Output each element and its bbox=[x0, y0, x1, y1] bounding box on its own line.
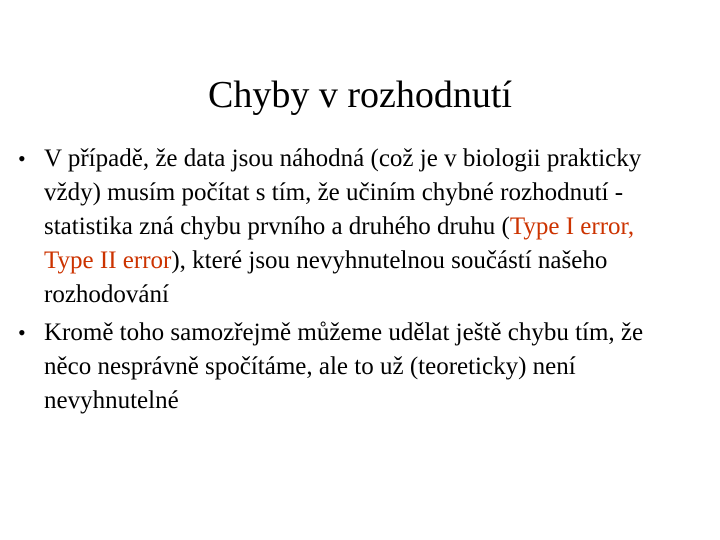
bullet-list bbox=[18, 142, 668, 422]
bullet-text-part2: ), které jsou nevyhnutelnou součástí našeho rozhodování bbox=[44, 247, 608, 308]
bullet-text: Kromě toho samozřejmě můžeme udělat ještě chybu tím, že něco nesprávně spočítáme, ale to už (teoreticky) není nevyhnutelné bbox=[44, 319, 644, 414]
bullet-marker: • bbox=[18, 320, 26, 345]
bullet-item-errors bbox=[18, 142, 668, 312]
bullet-item-calculation bbox=[18, 316, 668, 418]
bullet-text-highlight: Type I error, Type II error bbox=[44, 213, 635, 274]
bullet-marker: • bbox=[18, 146, 26, 171]
bullet-text-part1: V případě, že data jsou náhodná (což je v biologii prakticky vždy) musím počítat s tím, že učiním chybné rozhodnutí - statistika zná chybu prvního a druhého druhu ( bbox=[44, 145, 642, 240]
slide-title: Chyby v rozhodnutí bbox=[208, 74, 512, 116]
